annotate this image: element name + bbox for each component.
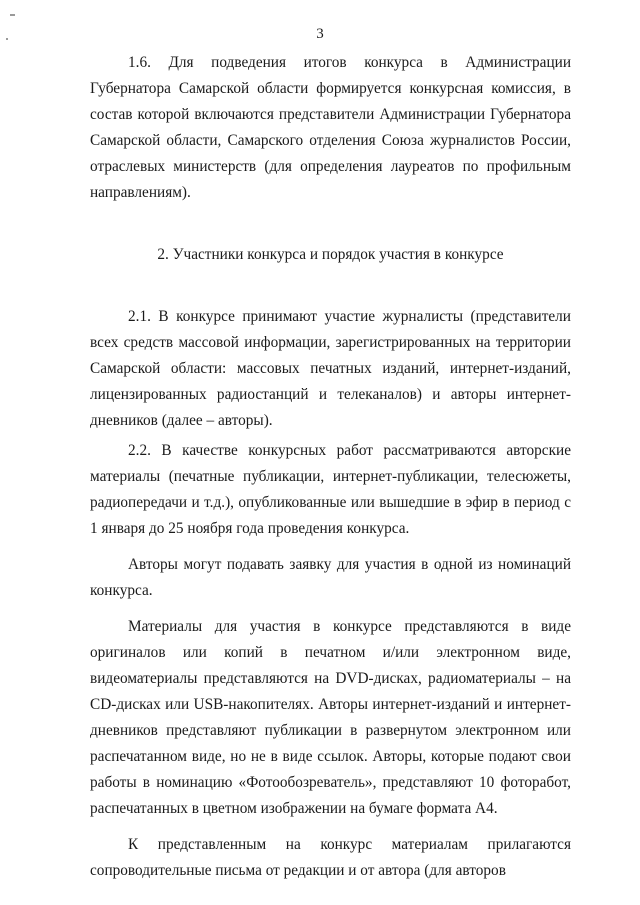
section-heading: 2. Участники конкурса и порядок участия в конкурсе — [157, 246, 504, 263]
paragraph-letters: К представленным на конкурс материалам прилагаются сопроводительные письма от редакции и от автора (для авторов — [90, 836, 571, 879]
paragraph-2-1: 2.1. В конкурсе принимают участие журналисты (представители всех средств массовой информации, зарегистрированных на территории Самарской области: массовых печатных изданий, интернет-изданий, лицензированных радиостанций и телеканалов) и авторы интернет-дневников (далее – авторы). — [90, 308, 571, 429]
document-body — [90, 50, 571, 884]
scan-mark — [10, 14, 15, 16]
paragraph-2-2: 2.2. В качестве конкурсных работ рассматриваются авторские материалы (печатные публикации, интернет-публикации, телесюжеты, радиопередачи и т.д.), опубликованные или вышедшие в эфир в период с 1 января до 25 ноября года проведения конкурса. — [90, 442, 571, 537]
paragraph-authors: Авторы могут подавать заявку для участия в одной из номинаций конкурса. — [90, 556, 571, 599]
paragraph-materials: Материалы для участия в конкурсе представляются в виде оригиналов или копий в печатном и/или электронном виде, видеоматериалы представляются на DVD-дисках, радиоматериалы – на CD-дисках или USB-накопителях. Авторы интернет-изданий и интернет-дневников представляют публикации в развернутом электронном или распечатанном виде, но не в виде ссылок. Авторы, которые подают свои работы в номинацию «Фотообозреватель», представляют 10 фоторабот, распечатанных в цветном изображении на бумаге формата А4. — [90, 618, 571, 817]
paragraph-1-6: 1.6. Для подведения итогов конкурса в Администрации Губернатора Самарской области формируется конкурсная комиссия, в состав которой включаются представители Администрации Губернатора Самарской области, Самарского отделения Союза журналистов России, отраслевых министерств (для определения лауреатов по профильным направлениям). — [90, 54, 571, 201]
page-number: 3 — [316, 26, 324, 42]
